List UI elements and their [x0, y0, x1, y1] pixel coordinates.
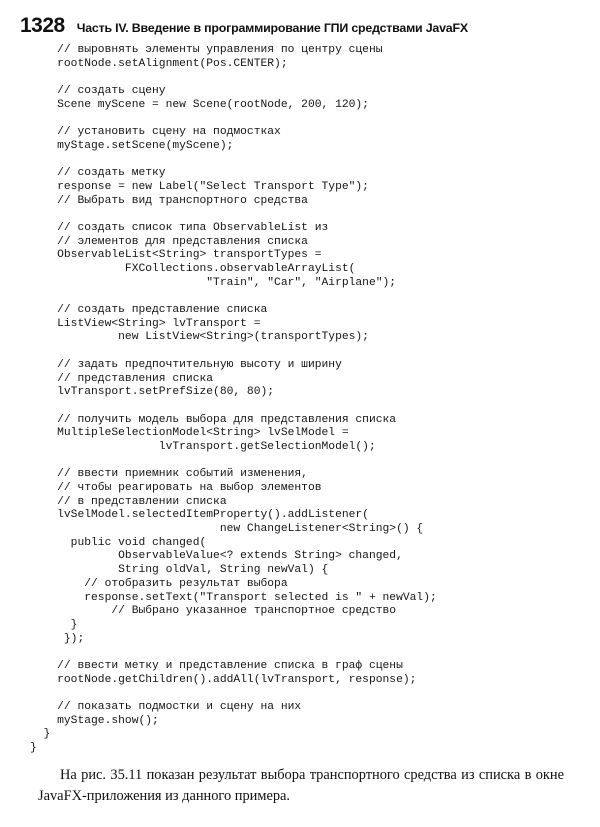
code-line: // элементов для представления списка: [30, 235, 308, 248]
code-line: myStage.show();: [30, 714, 159, 727]
code-line: lvTransport.setPrefSize(80, 80);: [30, 386, 275, 399]
code-line: ListView<String> lvTransport =: [30, 317, 261, 330]
code-line: // получить модель выбора для представления списка: [30, 413, 397, 426]
code-line: [30, 455, 437, 469]
code-line: public void changed(: [30, 536, 207, 549]
code-line: [30, 400, 437, 414]
code-line: myStage.setScene(myScene);: [30, 139, 234, 152]
code-line: [30, 154, 437, 168]
page-header: [20, 14, 580, 38]
code-line: response.setText("Transport selected is " + newVal);: [30, 591, 437, 604]
code-line: // создать представление списка: [30, 304, 268, 317]
code-line: // создать метку: [30, 167, 166, 180]
code-line: // установить сцену на подмостках: [30, 126, 281, 139]
code-line: [30, 687, 437, 701]
code-line: String oldVal, String newVal) {: [30, 564, 329, 577]
code-line: // отобразить результат выбора: [30, 577, 288, 590]
code-line: ObservableList<String> transportTypes =: [30, 249, 322, 262]
code-line: }: [30, 742, 37, 755]
code-line: FXCollections.observableArrayList(: [30, 263, 356, 275]
code-line: // ввести метку и представление списка в граф сцены: [30, 659, 403, 672]
code-line: // Выбрать вид транспортного средства: [30, 194, 308, 207]
code-line: [30, 208, 437, 222]
code-line: // создать сцену: [30, 85, 166, 98]
code-line: // задать предпочтительную высоту и ширину: [30, 358, 342, 371]
page-number: 1328: [20, 14, 65, 37]
code-line: [30, 290, 437, 304]
code-listing: [30, 44, 437, 756]
code-line: [30, 646, 437, 660]
code-line: // создать список типа ObservableList из: [30, 221, 329, 234]
running-title: Часть IV. Введение в программирование ГПИ средствами JavaFX: [76, 21, 468, 35]
code-line: // ввести приемник событий изменения,: [30, 468, 308, 481]
code-line: // чтобы реагировать на выбор элементов: [30, 482, 322, 494]
code-line: lvTransport.getSelectionModel();: [30, 440, 376, 453]
code-line: [30, 112, 437, 126]
code-line: Scene myScene = new Scene(rootNode, 200, 120);: [30, 98, 369, 111]
code-line: // Выбрано указанное транспортное средство: [30, 605, 397, 618]
code-line: "Train", "Car", "Airplane");: [30, 276, 397, 289]
code-line: ObservableValue<? extends String> changed,: [30, 550, 403, 563]
code-line: rootNode.getChildren().addAll(lvTransport, response);: [30, 673, 417, 686]
code-line: response = new Label("Select Transport Type");: [30, 180, 369, 193]
code-line: lvSelModel.selectedItemProperty().addListener(: [30, 509, 369, 522]
code-line: rootNode.setAlignment(Pos.CENTER);: [30, 57, 288, 70]
code-line: new ListView<String>(transportTypes);: [30, 331, 369, 344]
code-line: }: [30, 728, 51, 741]
code-line: MultipleSelectionModel<String> lvSelModel =: [30, 427, 349, 440]
code-line: });: [30, 632, 85, 645]
code-line: new ChangeListener<String>() {: [30, 523, 424, 536]
code-line: [30, 345, 437, 359]
code-line: }: [30, 618, 78, 631]
code-line: // выровнять элементы управления по центру сцены: [30, 44, 383, 56]
body-paragraph: На рис. 35.11 показан результат выбора транспортного средства из списка в окне JavaFX-приложения из данного примера.: [38, 767, 564, 804]
code-line: // в представлении списка: [30, 495, 227, 508]
code-line: [30, 71, 437, 85]
code-line: // показать подмостки и сцену на них: [30, 701, 302, 713]
code-line: // представления списка: [30, 372, 214, 385]
